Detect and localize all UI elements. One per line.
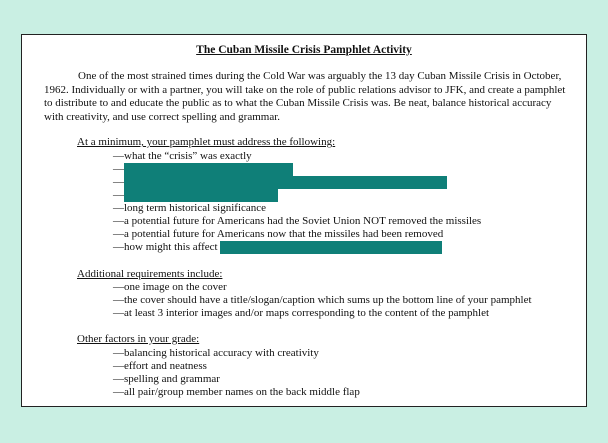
intro-paragraph: One of the most strained times during the Cold War was arguably the 13 day Cuban Missile Crisis in October, 1962. Individually or with a partner, you will take on the role of public relations advisor to JFK, and create a pamphlet to distribute to and educate the public as to what the Cuban Missile Crisis was. Be neat, balance historical accuracy with creativity, and use correct spelling and grammar.: [44, 70, 566, 123]
list-item: [113, 176, 447, 189]
list-item: [113, 307, 489, 320]
list-item-text: a potential future for Americans had the Soviet Union NOT removed the missiles: [124, 215, 482, 227]
list-item: [113, 150, 252, 163]
document-title: The Cuban Missile Crisis Pamphlet Activity: [196, 44, 412, 56]
list-item-text: effort and neatness: [124, 360, 207, 372]
redaction-block: [124, 189, 278, 202]
document-page: [21, 34, 587, 407]
dash: —: [113, 294, 124, 306]
list-item-text: all pair/group member names on the back middle flap: [124, 386, 360, 398]
redaction-block: [220, 241, 442, 254]
list-item: [113, 202, 266, 215]
dash: —: [113, 202, 124, 214]
dash: —: [113, 347, 124, 359]
dash: —: [113, 373, 124, 385]
dash: —: [113, 163, 124, 175]
dash: —: [113, 360, 124, 372]
dash: —: [113, 150, 124, 162]
section-heading-minimum: At a minimum, your pamphlet must address the following:: [77, 136, 336, 148]
section-heading-additional: Additional requirements include:: [77, 268, 223, 280]
dash: —: [113, 307, 124, 319]
list-item: [113, 228, 443, 241]
list-item: [113, 347, 319, 360]
dash: —: [113, 228, 124, 240]
list-item: [113, 215, 481, 228]
list-item-text: a potential future for Americans now that the missiles had been removed: [124, 228, 444, 240]
dash: —: [113, 189, 124, 201]
list-item: [113, 163, 293, 176]
dash: —: [113, 386, 124, 398]
dash: —: [113, 215, 124, 227]
list-item-text: what the “crisis” was exactly: [124, 150, 252, 162]
list-item-text: the cover should have a title/slogan/caption which sums up the bottom line of your pamphlet: [124, 294, 532, 306]
list-item-text: one image on the cover: [124, 281, 227, 293]
dash: —: [113, 241, 124, 253]
list-item: [113, 373, 220, 386]
list-item: [113, 360, 207, 373]
list-item-text: long term historical significance: [124, 202, 267, 214]
dash: —: [113, 281, 124, 293]
dash: —: [113, 176, 124, 188]
redaction-block: [124, 163, 293, 176]
list-item: [113, 386, 360, 399]
section-heading-other-factors: Other factors in your grade:: [77, 333, 200, 345]
list-item: [113, 241, 442, 254]
list-item: [113, 294, 532, 307]
list-item: [113, 189, 278, 202]
list-item-text: at least 3 interior images and/or maps corresponding to the content of the pamphlet: [124, 307, 490, 319]
list-item-text: balancing historical accuracy with creativity: [124, 347, 319, 359]
list-item-text: spelling and grammar: [124, 373, 220, 385]
redaction-block: [124, 176, 447, 189]
list-item: [113, 281, 227, 294]
list-item-text: how might this affect: [124, 241, 218, 253]
